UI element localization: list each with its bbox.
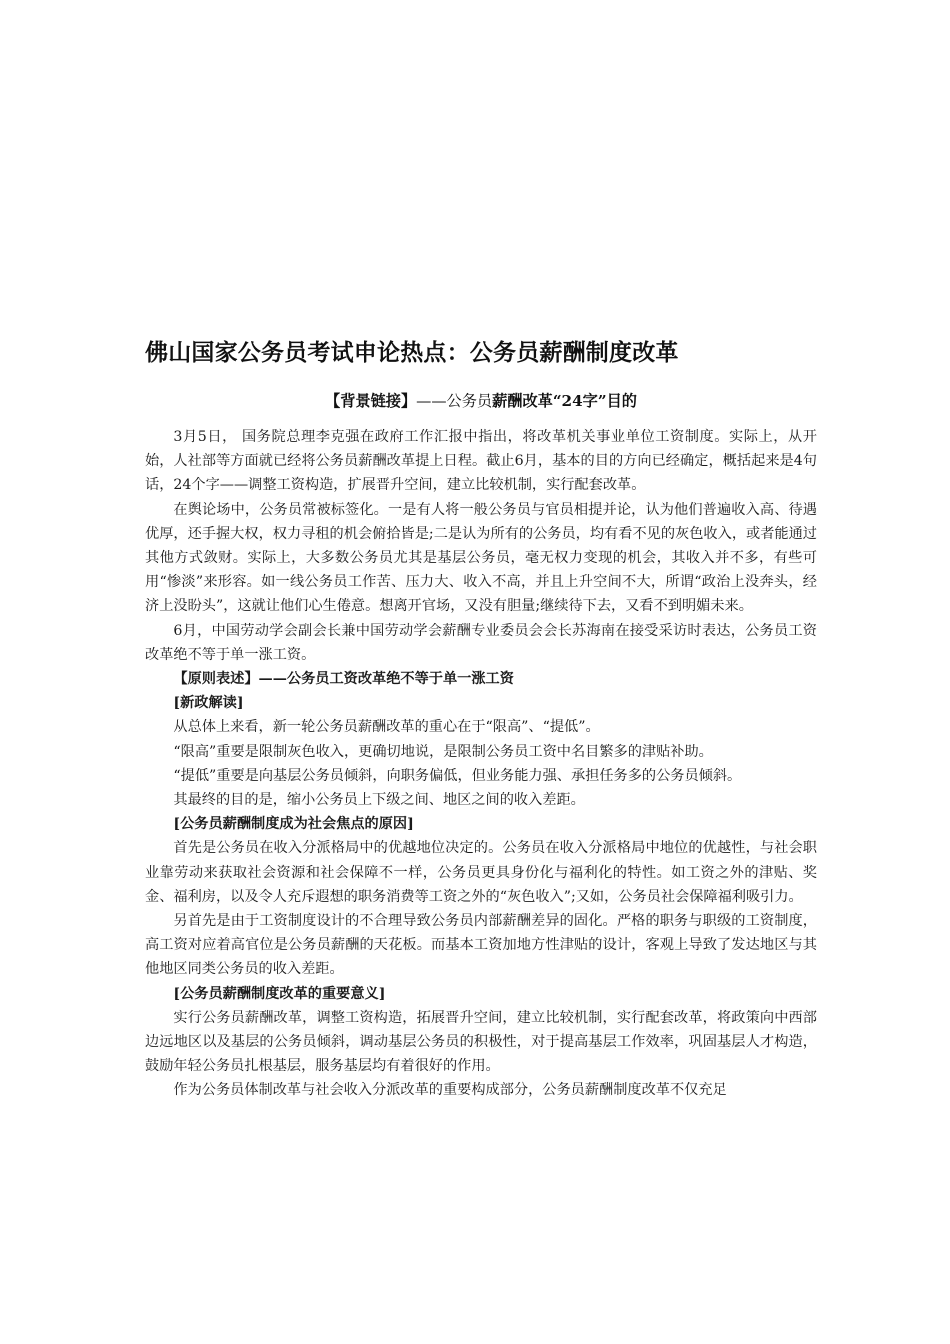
subheading-dash-text: ——公务员 — [416, 392, 493, 410]
paragraph: 6月，中国劳动学会副会长兼中国劳动学会薪酬专业委员会会长苏海南在接受采访时表达，公务员工资改革绝不等于单一涨工资。 — [145, 622, 817, 663]
paragraph: 另首先是由于工资制度设计的不合理导致公务员内部薪酬差异的固化。严格的职务与职级的工资制度，高工资对应着高官位是公务员薪酬的天花板。而基本工资加地方性津贴的设计，客观上导致了发达地区与其他地区同类公务员的收入差距。 — [145, 913, 817, 978]
paragraph: “限高”重要是限制灰色收入，更确切地说，是限制公务员工资中名目繁多的津贴补助。 — [173, 743, 713, 760]
paragraph: 3月5日， 国务院总理李克强在政府工作汇报中指出，将改革机关事业单位工资制度。实际上，从开始，人社部等方面就已经将公务员薪酬改革提上日程。截止6月，基本的目的方向已经确定，概括起来是4句话，24个字——调整工资构造，扩展晋升空间，建立比较机制，实行配套改革。 — [145, 429, 817, 494]
subheading-bracket-label: 【背景链接】 — [325, 392, 417, 410]
paragraph: 其最终的目的是，缩小公务员上下级之间、地区之间的收入差距。 — [173, 792, 585, 809]
subheading-emphasis: 薪酬改革“24字”目的 — [492, 392, 637, 410]
section-heading-principle: 【原则表述】——公务员工资改革绝不等于单一涨工资 — [173, 671, 514, 688]
paragraph: “提低”重要是向基层公务员倾斜，向职务偏低，但业务能力强、承担任务多的公务员倾斜。 — [173, 767, 742, 784]
paragraph: 首先是公务员在收入分派格局中的优越地位决定的。公务员在收入分派格局中地位的优越性，与社会职业靠劳动来获取社会资源和社会保障不一样，公务员更具身份化与福利化的特性。如工资之外的津贴、奖金、福利房，以及令人充斥遐想的职务消费等工资之外的“灰色收入”;又如，公务员社会保障福利吸引力。 — [145, 840, 817, 905]
paragraph: 作为公务员体制改革与社会收入分派改革的重要构成部分，公务员薪酬制度改革不仅充足 — [173, 1082, 727, 1099]
section-heading-significance: [公务员薪酬制度改革的重要意义] — [173, 985, 386, 1002]
document-title: 佛山国家公务员考试申论热点：公务员薪酬制度改革 — [145, 340, 679, 366]
paragraph: 从总体上来看，新一轮公务员薪酬改革的重心在于“限高”、“提低”。 — [173, 719, 600, 736]
section-heading-reason: [公务员薪酬制度成为社会焦点的原因] — [173, 816, 414, 833]
section-heading-policy: [新政解读] — [173, 695, 244, 712]
background-subheading — [145, 390, 817, 411]
paragraph: 在舆论场中，公务员常被标签化。一是有人将一般公务员与官员相提并论，认为他们普遍收入高、待遇优厚，还手握大权，权力寻租的机会俯拾皆是;二是认为所有的公务员，均有看不见的灰色收入，或者能通过其他方式敛财。实际上，大多数公务员尤其是基层公务员，毫无权力变现的机会，其收入并不多，有些可用“惨淡”来形容。如一线公务员工作苦、压力大、收入不高，并且上升空间不大，所谓“政治上没奔头，经济上没盼头”，这就让他们心生倦意。想离开官场，又没有胆量;继续待下去，又看不到明媚未来。 — [145, 501, 817, 615]
document-body — [145, 425, 817, 1103]
paragraph: 实行公务员薪酬改革，调整工资构造，拓展晋升空间，建立比较机制，实行配套改革，将政策向中西部边远地区以及基层的公务员倾斜，调动基层公务员的积极性，对于提高基层工作效率，巩固基层人才构造，鼓励年轻公务员扎根基层，服务基层均有着很好的作用。 — [145, 1009, 817, 1075]
